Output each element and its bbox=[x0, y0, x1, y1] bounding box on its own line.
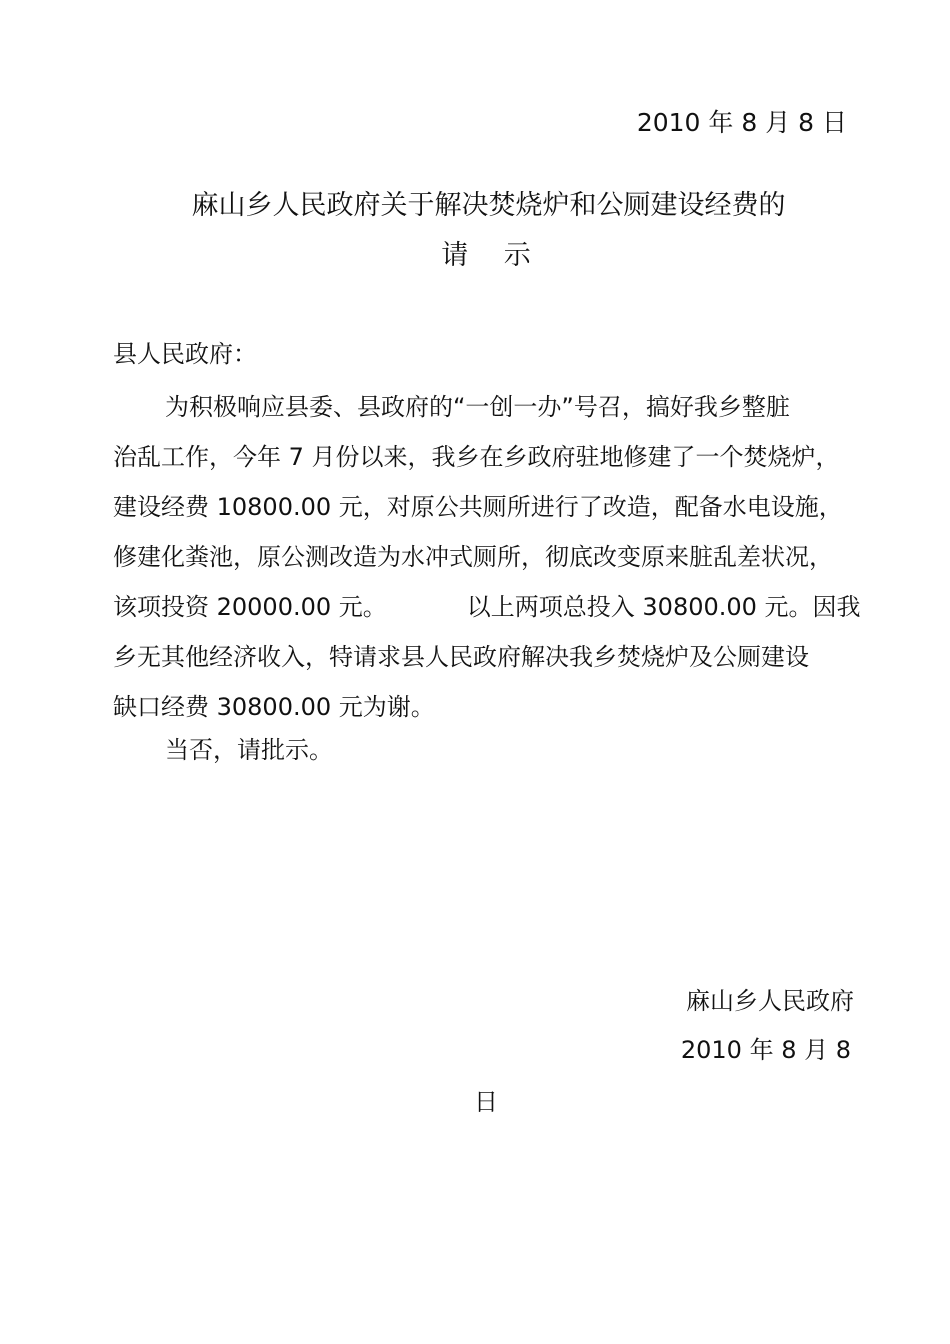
body-line-split bbox=[113, 582, 865, 632]
salutation: 县人民政府： bbox=[113, 340, 257, 368]
body-line: 乡无其他经济收入，特请求县人民政府解决我乡焚烧炉及公厕建设 bbox=[113, 643, 809, 671]
body-line-part: 该项投资 20000.00 元。 bbox=[113, 593, 387, 621]
body-line: 为积极响应县委、县政府的“一创一办”号召，搞好我乡整脏 bbox=[165, 393, 790, 421]
document-title: 麻山乡人民政府关于解决焚烧炉和公厕建设经费的 bbox=[191, 190, 786, 221]
closing-request: 当否，请批示。 bbox=[165, 736, 333, 764]
document-date: 2010 年 8 月 8 日 bbox=[636, 108, 847, 137]
signature-day: 日 bbox=[474, 1088, 498, 1116]
signature-date: 2010 年 8 月 8 bbox=[680, 1036, 851, 1064]
signature-org: 麻山乡人民政府 bbox=[686, 987, 854, 1015]
body-line: 建设经费 10800.00 元，对原公共厕所进行了改造，配备水电设施， bbox=[113, 493, 843, 521]
body-line: 治乱工作，今年 7 月份以来，我乡在乡政府驻地修建了一个焚烧炉， bbox=[113, 443, 840, 471]
body-paragraph bbox=[113, 382, 865, 732]
body-line-part: 以上两项总投入 30800.00 元。因我 bbox=[466, 593, 861, 621]
document-title-request: 请 示 bbox=[441, 240, 531, 271]
body-line: 修建化粪池，原公测改造为水冲式厕所，彻底改变原来脏乱差状况， bbox=[113, 543, 833, 571]
body-line: 缺口经费 30800.00 元为谢。 bbox=[113, 693, 435, 721]
